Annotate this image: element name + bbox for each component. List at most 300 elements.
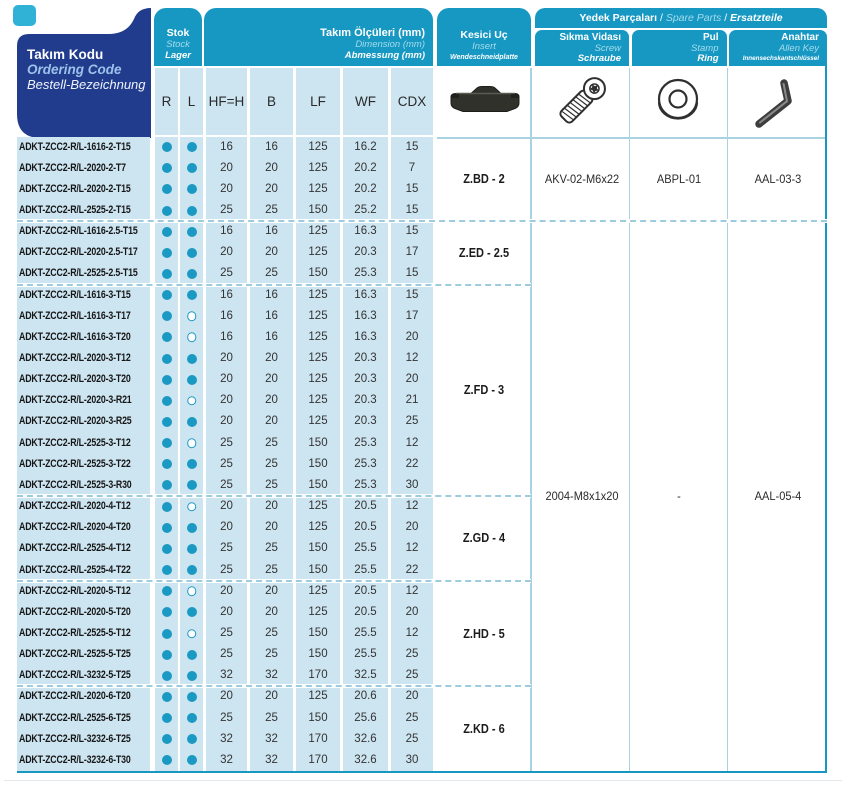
stock-dot-l — [187, 396, 197, 406]
dimension-value-wf: 16.3 — [354, 288, 377, 301]
dimension-value-hf: 20 — [220, 584, 233, 597]
dimension-value-lf: 170 — [308, 669, 328, 682]
table-row — [0, 411, 846, 432]
stock-dot-l — [187, 586, 197, 596]
stock-dot-r — [162, 375, 172, 385]
dimension-value-wf: 20.3 — [354, 415, 377, 428]
dimension-value-wf: 25.3 — [354, 478, 377, 491]
stock-dot-l — [187, 248, 197, 258]
stock-dot-r — [162, 184, 172, 194]
stock-dot-r — [162, 332, 172, 342]
dimension-value-b: 16 — [265, 330, 278, 343]
ordering-code-cell: ADKT-ZCC2-R/L-3232-6-T30 — [19, 753, 131, 766]
dimension-value-wf: 25.5 — [354, 626, 377, 639]
screw-header-tab — [535, 30, 629, 66]
insert-group-label: Z.FD - 3 — [463, 383, 505, 398]
dimension-value-cdx: 15 — [405, 182, 419, 195]
dimension-value-hf: 16 — [220, 288, 233, 301]
ring-title-de: Ring — [697, 53, 719, 64]
dimension-value-b: 25 — [265, 457, 278, 470]
table-row — [0, 348, 846, 369]
dimension-value-b: 25 — [265, 478, 278, 491]
stock-dot-r — [162, 692, 172, 702]
dimension-value-cdx: 15 — [405, 203, 419, 216]
dimension-value-wf: 16.3 — [354, 309, 377, 322]
table-row — [0, 390, 846, 411]
allen-key-title-tr: Anahtar — [781, 32, 819, 43]
dimension-value-cdx: 25 — [405, 711, 419, 724]
dimension-value-cdx: 22 — [405, 457, 419, 470]
dimension-value-b: 25 — [265, 267, 278, 280]
table-row — [0, 454, 846, 475]
dimension-value-lf: 150 — [308, 457, 328, 470]
ordering-code-cell: ADKT-ZCC2-R/L-2525-3-T12 — [19, 436, 131, 449]
table-row — [0, 602, 846, 623]
dimension-value-cdx: 12 — [405, 500, 419, 513]
spare-parts-title-en: Spare Parts — [665, 12, 722, 24]
dimension-value-cdx: 12 — [405, 436, 419, 449]
ordering-code-cell: ADKT-ZCC2-R/L-2525-6-T25 — [19, 711, 131, 724]
dimensions-title-tr: Takım Ölçüleri (mm) — [320, 27, 425, 39]
dimension-value-lf: 125 — [308, 690, 328, 703]
ordering-code-cell: ADKT-ZCC2-R/L-2525-5-T12 — [19, 626, 131, 639]
dimension-value-wf: 32.6 — [354, 732, 377, 745]
ring-title-en: Stamp — [691, 42, 719, 54]
stock-dot-r — [162, 163, 172, 173]
dimension-value-cdx: 17 — [405, 246, 419, 259]
dimension-value-lf: 150 — [308, 542, 328, 555]
dimension-value-hf: 16 — [220, 330, 233, 343]
ordering-code-cell: ADKT-ZCC2-R/L-3232-6-T25 — [19, 732, 131, 745]
screw-title-de: Schraube — [577, 53, 621, 64]
dimension-value-lf: 150 — [308, 203, 328, 216]
dimension-value-lf: 125 — [308, 330, 328, 343]
table-row — [0, 750, 846, 771]
dimension-value-hf: 25 — [220, 267, 233, 280]
ordering-code-title-de: Bestell-Bezeichnung — [27, 77, 146, 92]
screw-icon — [549, 72, 613, 132]
dimension-value-hf: 25 — [220, 457, 233, 470]
table-row — [0, 285, 846, 306]
stock-dot-r — [162, 248, 172, 258]
stock-dot-l — [187, 354, 197, 364]
dimension-value-wf: 20.3 — [354, 394, 377, 407]
dimension-value-lf: 125 — [308, 415, 328, 428]
slash-separator: / — [657, 12, 666, 24]
dimension-value-b: 20 — [265, 394, 278, 407]
table-row — [0, 665, 846, 686]
stock-dot-l — [187, 692, 197, 702]
dimension-value-wf: 20.2 — [354, 182, 377, 195]
insert-group-label: Z.GD - 4 — [462, 531, 506, 546]
stock-dot-l — [187, 333, 197, 343]
group-separator — [17, 579, 531, 583]
dimension-value-hf: 20 — [220, 246, 233, 259]
ring-header-tab — [632, 30, 727, 66]
stock-dot-l — [187, 269, 197, 279]
dimension-value-wf: 20.6 — [354, 690, 377, 703]
dimension-value-b: 16 — [265, 309, 278, 322]
screw-title-en: Screw — [594, 42, 621, 54]
stock-dot-l — [187, 565, 197, 575]
ordering-code-cell: ADKT-ZCC2-R/L-2525-2.5-T15 — [19, 267, 138, 280]
stock-dot-r — [162, 565, 172, 575]
dimension-value-wf: 32.6 — [354, 753, 377, 766]
washer-icon-cell — [629, 68, 727, 135]
ordering-code-header — [27, 47, 146, 92]
dimension-value-hf: 25 — [220, 711, 233, 724]
dimension-value-b: 25 — [265, 203, 278, 216]
dimension-value-wf: 25.6 — [354, 711, 377, 724]
stock-dot-l — [187, 523, 197, 533]
dimension-value-lf: 150 — [308, 626, 328, 639]
dimension-value-cdx: 25 — [405, 732, 419, 745]
ordering-code-cell: ADKT-ZCC2-R/L-2525-4-T22 — [19, 563, 131, 576]
dimension-value-wf: 16.3 — [354, 330, 377, 343]
ordering-code-cell: ADKT-ZCC2-R/L-2020-3-R21 — [19, 394, 132, 407]
stock-dot-l — [187, 290, 197, 300]
dimension-value-lf: 150 — [308, 563, 328, 576]
dimension-value-hf: 25 — [220, 203, 233, 216]
dimension-value-b: 20 — [265, 415, 278, 428]
insert-group-label: Z.BD - 2 — [463, 171, 505, 186]
spare-part-allen-key: AAL-05-4 — [754, 489, 801, 504]
dimension-value-cdx: 21 — [405, 394, 419, 407]
dimension-value-lf: 125 — [308, 521, 328, 534]
dimension-value-b: 16 — [265, 140, 278, 153]
table-row — [0, 327, 846, 348]
ordering-code-cell: ADKT-ZCC2-R/L-3232-5-T25 — [19, 669, 131, 682]
table-row — [0, 242, 846, 263]
group-separator — [17, 684, 531, 688]
dimension-value-hf: 20 — [220, 690, 233, 703]
dimension-value-lf: 125 — [308, 288, 328, 301]
stock-title-en: Stock — [166, 39, 190, 50]
table-row — [0, 560, 846, 581]
dimension-value-hf: 25 — [220, 542, 233, 555]
dimension-value-hf: 20 — [220, 415, 233, 428]
dimension-value-lf: 150 — [308, 711, 328, 724]
dimension-value-lf: 125 — [308, 500, 328, 513]
washer-icon — [652, 76, 706, 128]
ordering-code-cell: ADKT-ZCC2-R/L-2020-2.5-T17 — [19, 246, 138, 259]
dimension-value-wf: 20.3 — [354, 352, 377, 364]
dimension-value-lf: 150 — [308, 478, 328, 491]
dimension-value-hf: 20 — [220, 373, 233, 386]
spare-parts-title-de: Ersatzteile — [730, 12, 783, 24]
dimension-value-lf: 150 — [308, 267, 328, 280]
dimension-value-lf: 125 — [308, 584, 328, 597]
dimension-value-lf: 125 — [308, 161, 328, 174]
page-divider-line — [4, 780, 842, 781]
dimension-value-hf: 20 — [220, 161, 233, 174]
stock-dot-r — [162, 607, 172, 617]
table-row — [0, 433, 846, 454]
stock-dot-l — [187, 671, 197, 681]
stock-dot-l — [187, 142, 197, 152]
spare-part-screw: 2004-M8x1x20 — [545, 489, 619, 504]
dimension-value-cdx: 20 — [405, 605, 419, 618]
stock-dot-r — [162, 523, 172, 533]
dimension-value-lf: 125 — [308, 309, 328, 322]
table-row — [0, 729, 846, 750]
stock-dot-l — [187, 459, 197, 469]
stock-dot-l — [187, 502, 197, 512]
ordering-code-cell: ADKT-ZCC2-R/L-2525-3-R30 — [19, 478, 132, 491]
stock-dot-l — [187, 544, 197, 554]
allen-key-header-tab — [729, 30, 827, 66]
dimension-value-lf: 170 — [308, 732, 328, 745]
insert-title-en: Insert — [472, 41, 496, 52]
dimension-value-hf: 16 — [220, 309, 233, 322]
dimension-value-hf: 20 — [220, 605, 233, 618]
table-row — [0, 644, 846, 665]
dimension-value-b: 20 — [265, 182, 278, 195]
stock-dot-l — [187, 312, 197, 322]
stock-dot-r — [162, 354, 172, 364]
allen-key-icon — [751, 74, 801, 132]
ordering-code-title-en: Ordering Code — [27, 62, 122, 77]
group-separator — [17, 494, 531, 498]
dimension-value-cdx: 7 — [408, 161, 416, 174]
table-row — [0, 200, 846, 221]
insert-group-label: Z.HD - 5 — [463, 626, 505, 641]
dimension-value-hf: 20 — [220, 500, 233, 513]
table-row — [0, 137, 846, 158]
dimension-value-cdx: 30 — [405, 753, 419, 766]
dimension-value-cdx: 12 — [405, 352, 419, 364]
insert-title-de: Wendeschneidplatte — [450, 54, 518, 61]
dimension-value-lf: 125 — [308, 352, 328, 364]
dimension-value-cdx: 25 — [405, 669, 419, 682]
stock-dot-l — [187, 184, 197, 194]
stock-title-tr: Stok — [166, 27, 190, 39]
dimension-value-b: 16 — [265, 288, 278, 301]
column-header-l: L — [180, 68, 203, 135]
allen-key-title-en: Allen Key — [778, 42, 819, 54]
stock-dot-l — [187, 629, 197, 639]
dimension-value-wf: 20.5 — [354, 521, 377, 534]
stock-dot-l — [187, 375, 197, 385]
ordering-code-cell: ADKT-ZCC2-R/L-1616-3-T17 — [19, 309, 131, 322]
ordering-code-cell: ADKT-ZCC2-R/L-2020-3-T12 — [19, 352, 131, 364]
dimension-value-hf: 16 — [220, 140, 233, 153]
dimension-value-b: 20 — [265, 584, 278, 597]
stock-dot-r — [162, 713, 172, 723]
dimension-value-b: 20 — [265, 161, 278, 174]
dimension-value-b: 20 — [265, 500, 278, 513]
dimensions-header-tab — [204, 8, 433, 66]
dimension-value-b: 25 — [265, 563, 278, 576]
dimension-value-cdx: 30 — [405, 478, 419, 491]
dimension-value-b: 32 — [265, 732, 278, 745]
dimension-value-lf: 125 — [308, 373, 328, 386]
spare-parts-title-tr: Yedek Parçaları — [579, 12, 658, 24]
ordering-code-cell: ADKT-ZCC2-R/L-2020-5-T12 — [19, 584, 131, 597]
dimension-value-b: 20 — [265, 373, 278, 386]
group-separator — [17, 219, 827, 223]
dimension-value-cdx: 20 — [405, 330, 419, 343]
stock-dot-l — [187, 163, 197, 173]
dimension-value-cdx: 12 — [405, 542, 419, 555]
ordering-code-cell: ADKT-ZCC2-R/L-1616-2.5-T15 — [19, 225, 138, 238]
spare-part-ring: ABPL-01 — [656, 171, 701, 186]
column-header-wf: WF — [343, 68, 388, 135]
ordering-code-cell: ADKT-ZCC2-R/L-1616-3-T15 — [19, 288, 131, 301]
dimension-value-lf: 125 — [308, 182, 328, 195]
dimension-value-wf: 20.5 — [354, 500, 377, 513]
dimension-value-b: 25 — [265, 626, 278, 639]
stock-dot-l — [187, 480, 197, 490]
table-row — [0, 686, 846, 707]
ring-title-tr: Pul — [702, 32, 719, 43]
stock-dot-r — [162, 311, 172, 321]
column-header-lf: LF — [296, 68, 340, 135]
dimension-value-lf: 125 — [308, 605, 328, 618]
dimension-value-wf: 16.2 — [354, 140, 377, 153]
table-row — [0, 708, 846, 729]
dimension-value-lf: 125 — [308, 225, 328, 238]
ordering-code-cell: ADKT-ZCC2-R/L-2020-4-T20 — [19, 521, 131, 534]
dimension-value-hf: 20 — [220, 521, 233, 534]
dimension-value-wf: 20.3 — [354, 373, 377, 386]
stock-header-tab — [154, 8, 202, 66]
screw-icon-cell — [532, 68, 629, 135]
dimension-value-cdx: 12 — [405, 626, 419, 639]
stock-dot-r — [162, 586, 172, 596]
dimension-value-cdx: 22 — [405, 563, 419, 576]
ordering-code-cell: ADKT-ZCC2-R/L-2525-3-T22 — [19, 457, 131, 470]
dimension-value-hf: 25 — [220, 648, 233, 661]
stock-dot-r — [162, 227, 172, 237]
stock-dot-r — [162, 142, 172, 152]
stock-dot-r — [162, 544, 172, 554]
slash-separator: / — [721, 12, 731, 24]
dimension-value-cdx: 25 — [405, 648, 419, 661]
dimension-value-wf: 20.5 — [354, 584, 377, 597]
ordering-code-cell: ADKT-ZCC2-R/L-2020-3-T20 — [19, 373, 131, 386]
ordering-code-cell: ADKT-ZCC2-R/L-2525-4-T12 — [19, 542, 131, 555]
table-row — [0, 306, 846, 327]
stock-dot-l — [187, 417, 197, 427]
stock-dot-r — [162, 480, 172, 490]
stock-dot-r — [162, 671, 172, 681]
dimension-value-wf: 25.2 — [354, 203, 377, 216]
stock-dot-r — [162, 459, 172, 469]
screw-title-tr: Sıkma Vidası — [559, 32, 621, 43]
stock-dot-r — [162, 417, 172, 427]
spare-part-ring: - — [676, 489, 681, 504]
stock-dot-l — [187, 755, 197, 765]
stock-dot-r — [162, 206, 172, 216]
insert-header-tab — [437, 8, 531, 66]
column-header-hf: HF=H — [206, 68, 247, 135]
stock-title-de: Lager — [165, 50, 191, 61]
spare-part-allen-key: AAL-03-3 — [754, 171, 801, 186]
dimension-value-b: 16 — [265, 225, 278, 238]
dimension-value-b: 25 — [265, 711, 278, 724]
table-row — [0, 263, 846, 284]
dimension-value-hf: 25 — [220, 478, 233, 491]
group-separator — [17, 283, 531, 287]
dimension-value-cdx: 12 — [405, 584, 419, 597]
dimension-value-lf: 125 — [308, 140, 328, 153]
dimension-value-b: 25 — [265, 436, 278, 449]
stock-dot-r — [162, 290, 172, 300]
dimension-value-cdx: 20 — [405, 373, 419, 386]
allen-key-icon-cell — [727, 68, 824, 135]
dimension-value-cdx: 20 — [405, 521, 419, 534]
stock-dot-r — [162, 396, 172, 406]
ordering-code-title-tr: Takım Kodu — [27, 47, 104, 62]
dimensions-title-en: Dimension (mm) — [355, 39, 425, 50]
stock-dot-r — [162, 650, 172, 660]
table-row — [0, 538, 846, 559]
stock-dot-l — [187, 438, 197, 448]
table-row — [0, 581, 846, 602]
dimension-value-cdx: 15 — [405, 267, 419, 280]
ordering-code-cell: ADKT-ZCC2-R/L-2020-5-T20 — [19, 605, 131, 618]
insert-group-label: Z.KD - 6 — [463, 721, 505, 736]
dimension-value-hf: 16 — [220, 225, 233, 238]
stock-dot-l — [187, 227, 197, 237]
column-header-b: B — [250, 68, 293, 135]
dimension-value-hf: 32 — [220, 732, 233, 745]
dimension-value-wf: 32.5 — [354, 669, 377, 682]
ordering-code-cell: ADKT-ZCC2-R/L-1616-2-T15 — [19, 140, 131, 153]
stock-dot-r — [162, 734, 172, 744]
stock-dot-r — [162, 438, 172, 448]
table-row — [0, 221, 846, 242]
dimension-value-hf: 20 — [220, 182, 233, 195]
stock-dot-l — [187, 713, 197, 723]
dimension-value-cdx: 20 — [405, 690, 419, 703]
dimension-value-hf: 32 — [220, 753, 233, 766]
dimension-value-lf: 125 — [308, 394, 328, 407]
ordering-code-cell: ADKT-ZCC2-R/L-1616-3-T20 — [19, 330, 131, 343]
dimension-value-b: 25 — [265, 648, 278, 661]
column-header-cdx: CDX — [391, 68, 433, 135]
stock-dot-r — [162, 502, 172, 512]
ordering-code-cell: ADKT-ZCC2-R/L-2020-6-T20 — [19, 690, 131, 703]
allen-key-title-de: Innensechskantschlüssel — [742, 55, 819, 62]
dimension-value-wf: 20.2 — [354, 161, 377, 174]
dimension-value-cdx: 15 — [405, 225, 419, 238]
dimension-value-hf: 32 — [220, 669, 233, 682]
ordering-code-cell: ADKT-ZCC2-R/L-2020-2-T15 — [19, 182, 131, 195]
dimension-value-cdx: 15 — [405, 288, 419, 301]
ordering-code-cell: ADKT-ZCC2-R/L-2525-5-T25 — [19, 648, 131, 661]
ordering-code-cell: ADKT-ZCC2-R/L-2020-4-T12 — [19, 500, 131, 513]
stock-dot-r — [162, 755, 172, 765]
dimension-value-wf: 25.5 — [354, 542, 377, 555]
dimension-value-cdx: 15 — [405, 140, 419, 153]
dimension-value-wf: 25.5 — [354, 563, 377, 576]
dimension-value-hf: 20 — [220, 352, 233, 364]
stock-dot-r — [162, 629, 172, 639]
dimension-value-b: 32 — [265, 753, 278, 766]
dimension-value-cdx: 17 — [405, 309, 419, 322]
insert-icon — [445, 81, 525, 121]
stock-dot-l — [187, 734, 197, 744]
dimension-value-hf: 25 — [220, 563, 233, 576]
insert-icon-cell — [437, 68, 531, 135]
dimension-value-hf: 25 — [220, 626, 233, 639]
spare-parts-header-strip — [535, 8, 827, 28]
dimension-value-b: 32 — [265, 669, 278, 682]
dimension-value-wf: 25.5 — [354, 648, 377, 661]
dimension-value-wf: 25.3 — [354, 457, 377, 470]
